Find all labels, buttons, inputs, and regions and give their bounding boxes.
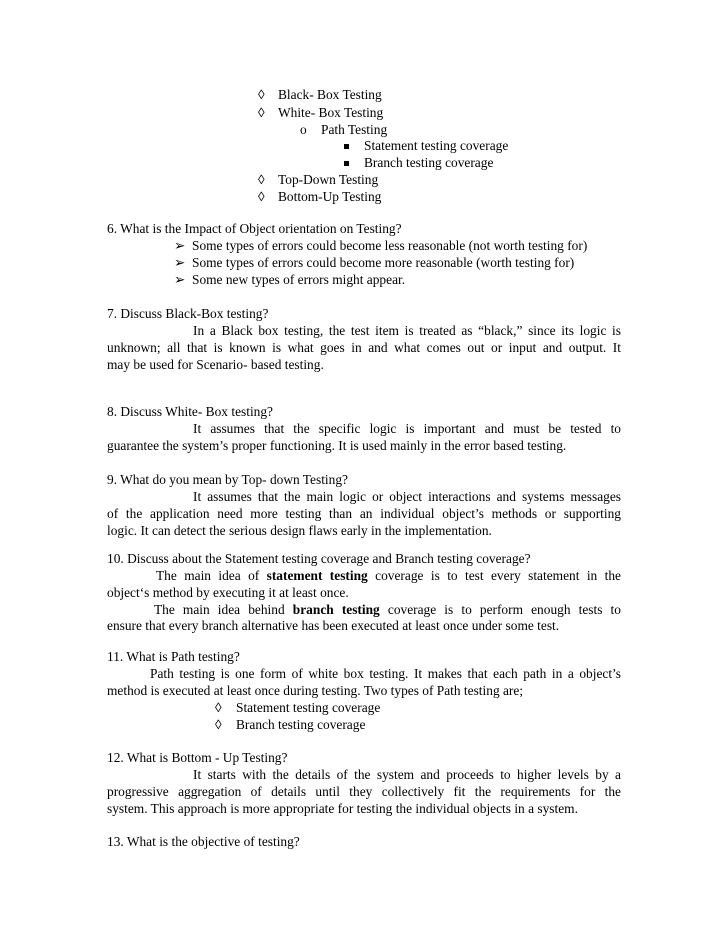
q6-bullet-1: Some types of errors could become less reasonable (not worth testing for) <box>192 238 588 253</box>
q7-line-1: In a Black box testing, the test item is treated as “black,” since its logic is <box>193 323 621 338</box>
outline-item-branch: Branch testing coverage <box>364 155 494 170</box>
q8-line-1: It assumes that the specific logic is important and must be tested to <box>193 421 621 436</box>
question-11: 11. What is Path testing? <box>107 649 240 664</box>
q6-bullet-2: Some types of errors could become more reasonable (worth testing for) <box>192 255 575 270</box>
diamond-bullet-icon: ◊ <box>215 700 222 715</box>
outline-item-black-box: Black- Box Testing <box>278 87 382 102</box>
q7-line-3: may be used for Scenario- based testing. <box>107 357 324 372</box>
q11-line-1: Path testing is one form of white box testing. It makes that each path in a object’s <box>150 666 621 681</box>
outline-item-bottom-up: Bottom-Up Testing <box>278 189 382 204</box>
q10-p1-pre: The main idea of <box>156 568 260 583</box>
diamond-bullet-icon: ◊ <box>258 172 265 187</box>
q10-paragraph-1-line-2: object‘s method by executing it at least once. <box>107 585 349 600</box>
outline-item-statement: Statement testing coverage <box>364 138 509 153</box>
question-8: 8. Discuss White- Box testing? <box>107 404 274 419</box>
q10-p1-post: coverage is to test every statement in the <box>375 568 621 583</box>
diamond-bullet-icon: ◊ <box>215 717 222 732</box>
outline-item-path: Path Testing <box>321 122 388 137</box>
question-6: 6. What is the Impact of Object orientation on Testing? <box>107 221 402 236</box>
outline-item-white-box: White- Box Testing <box>278 105 384 120</box>
q10-p2-pre: The main idea behind <box>154 602 285 617</box>
q10-paragraph-2-line-2: ensure that every branch alternative has been executed at least once under some test. <box>107 618 560 633</box>
square-bullet-icon <box>344 155 349 172</box>
q11-bullet-2: Branch testing coverage <box>236 717 366 732</box>
q9-line-3: logic. It can detect the serious design flaws early in the implementation. <box>107 523 492 538</box>
arrow-bullet-icon: ➢ <box>174 272 186 287</box>
q10-p1-bold: statement testing <box>266 568 368 583</box>
q10-paragraph-2-line-1 <box>154 601 621 618</box>
q6-bullet-3: Some new types of errors might appear. <box>192 272 406 287</box>
q12-line-1: It starts with the details of the system and proceeds to higher levels by a <box>193 767 621 782</box>
q7-line-2: unknown; all that is known is what goes in and what comes out or input and output. It <box>107 340 621 355</box>
question-12: 12. What is Bottom - Up Testing? <box>107 750 288 765</box>
question-7: 7. Discuss Black-Box testing? <box>107 306 269 321</box>
q12-line-2: progressive aggregation of details until they collectively fit the requirements for the <box>107 784 621 799</box>
q10-p2-bold: branch testing <box>292 602 380 617</box>
q10-p2-post: coverage is to perform enough tests to <box>387 602 621 617</box>
diamond-bullet-icon: ◊ <box>258 105 265 120</box>
diamond-bullet-icon: ◊ <box>258 189 265 204</box>
q9-line-1: It assumes that the main logic or object interactions and systems messages <box>193 489 621 504</box>
question-10: 10. Discuss about the Statement testing coverage and Branch testing coverage? <box>107 551 531 566</box>
question-9: 9. What do you mean by Top- down Testing? <box>107 472 348 487</box>
square-bullet-icon <box>344 138 349 155</box>
arrow-bullet-icon: ➢ <box>174 255 186 270</box>
outline-item-top-down: Top-Down Testing <box>278 172 379 187</box>
q9-line-2: of the application need more testing than an individual object’s methods or supporting <box>107 506 621 521</box>
q8-line-2: guarantee the system’s proper functioning. It is used mainly in the error based testing. <box>107 438 567 453</box>
q11-line-2: method is executed at least once during testing. Two types of Path testing are; <box>107 683 524 698</box>
q12-line-3: system. This approach is more appropriate for testing the individual objects in a system. <box>107 801 578 816</box>
diamond-bullet-icon: ◊ <box>258 87 265 102</box>
question-13: 13. What is the objective of testing? <box>107 834 300 849</box>
circle-bullet-icon: o <box>300 122 307 137</box>
arrow-bullet-icon: ➢ <box>174 238 186 253</box>
q11-bullet-1: Statement testing coverage <box>236 700 381 715</box>
q10-paragraph-1-line-1 <box>156 567 621 584</box>
